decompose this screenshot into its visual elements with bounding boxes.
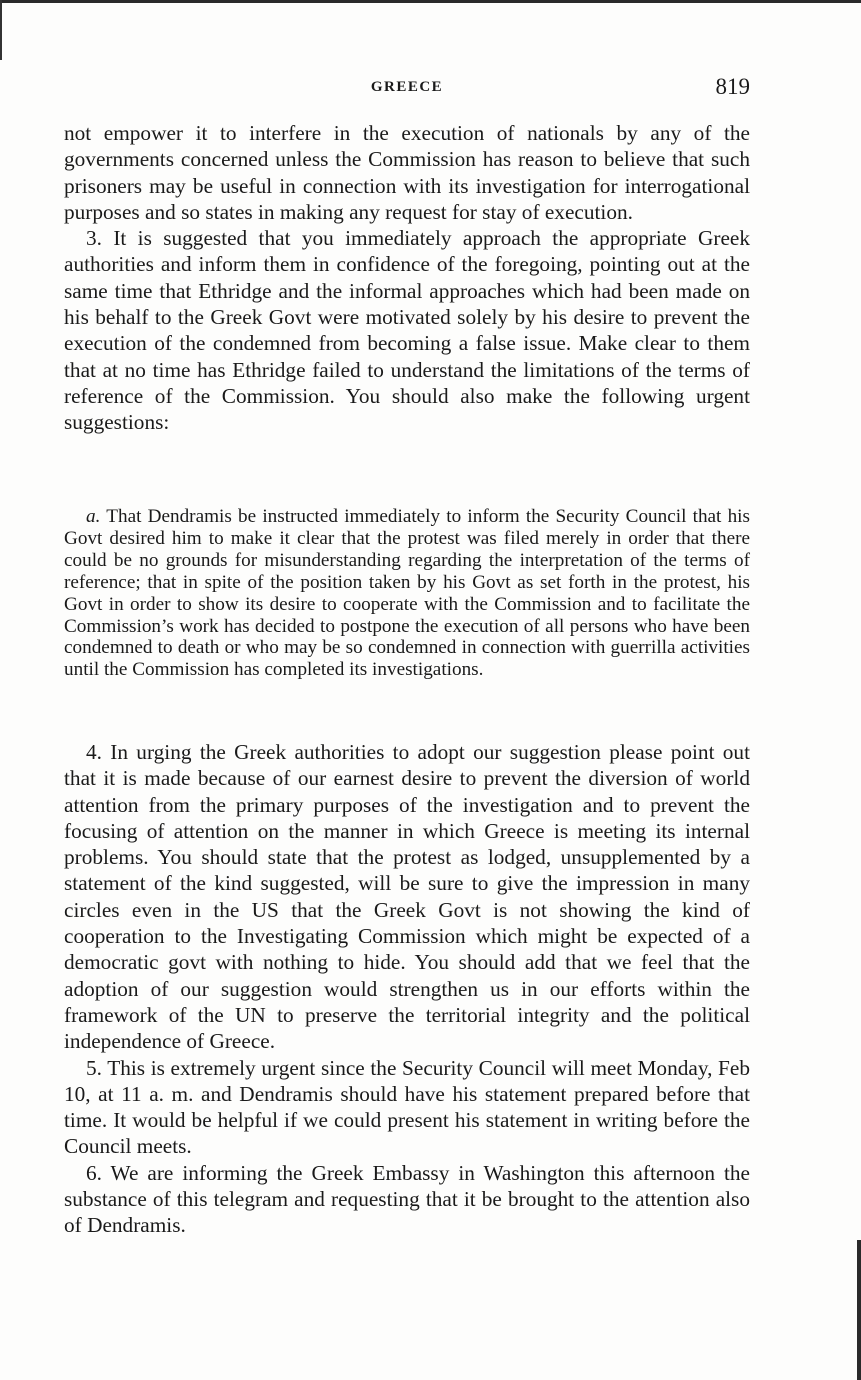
suggestion-a-letter: a. [86, 506, 101, 527]
scan-edge-right [857, 1240, 861, 1380]
running-title: GREECE [370, 79, 444, 95]
scan-edge-top [0, 0, 861, 3]
paragraph-5: 5. This is extremely urgent since the Security Council will meet Monday, Feb 10, at 11 a. m. and Dendramis should have his statement prepared before that time. It would be helpful if we could present his statement in writing before the Council meets. [64, 1055, 750, 1159]
body-text-bottom [64, 739, 750, 1239]
quoted-suggestion-a [64, 506, 750, 681]
paragraph-3: 3. It is suggested that you immediately approach the appropriate Greek authorities and inform them in confidence of the foregoing, pointing out at the same time that Ethridge and the informal approaches which had been made on his behalf to the Greek Govt were motivated solely by his desire to prevent the execution of the condemned from becoming a false issue. Make clear to them that at no time has Ethridge failed to understand the limitations of the terms of reference of the Commission. You should also make the following urgent suggestions: [64, 226, 750, 435]
page-number: 819 [715, 74, 750, 99]
paragraph-6: 6. We are informing the Greek Embassy in Washington this afternoon the substance of this telegram and requesting that it be brought to the attention also of Dendramis. [64, 1160, 750, 1238]
suggestion-a-paragraph [64, 506, 750, 681]
scan-edge-left [0, 0, 2, 60]
body-text-top [64, 120, 750, 436]
running-head [64, 74, 750, 104]
continuation-paragraph: not empower it to interfere in the execution of nationals by any of the governments concerned unless the Commission has reason to believe that such prisoners may be useful in connection with its investigation for interrogational purposes and so states in making any request for stay of execution. [64, 121, 750, 224]
paragraph-4: 4. In urging the Greek authorities to adopt our suggestion please point out that it is made because of our earnest desire to prevent the diversion of world attention from the primary purposes of the investigation and to prevent the focusing of attention on the manner in which Greece is meeting its internal problems. You should state that the protest as lodged, unsupplemented by a statement of the kind suggested, will be sure to give the impression in many circles even in the US that the Greek Govt is not showing the kind of cooperation to the Investigating Commission which might be expected of a democratic govt with nothing to hide. You should add that we feel that the adoption of our suggestion would strengthen us in our efforts within the framework of the UN to preserve the territorial integrity and the political independence of Greece. [64, 740, 750, 1054]
suggestion-a-text: That Dendramis be instructed immediately to inform the Security Council that his Govt desired him to make it clear that the protest was filed merely in order that there could be no grounds for misunderstanding regarding the interpretation of the terms of reference; that in spite of the position taken by his Govt as set forth in the protest, his Govt in order to show its desire to cooperate with the Commission and to facilitate the Commission’s work has decided to postpone the execution of all persons who have been condemned to death or who may be so condemned in connection with guerrilla activities until the Commission has completed its investigations. [64, 506, 750, 681]
